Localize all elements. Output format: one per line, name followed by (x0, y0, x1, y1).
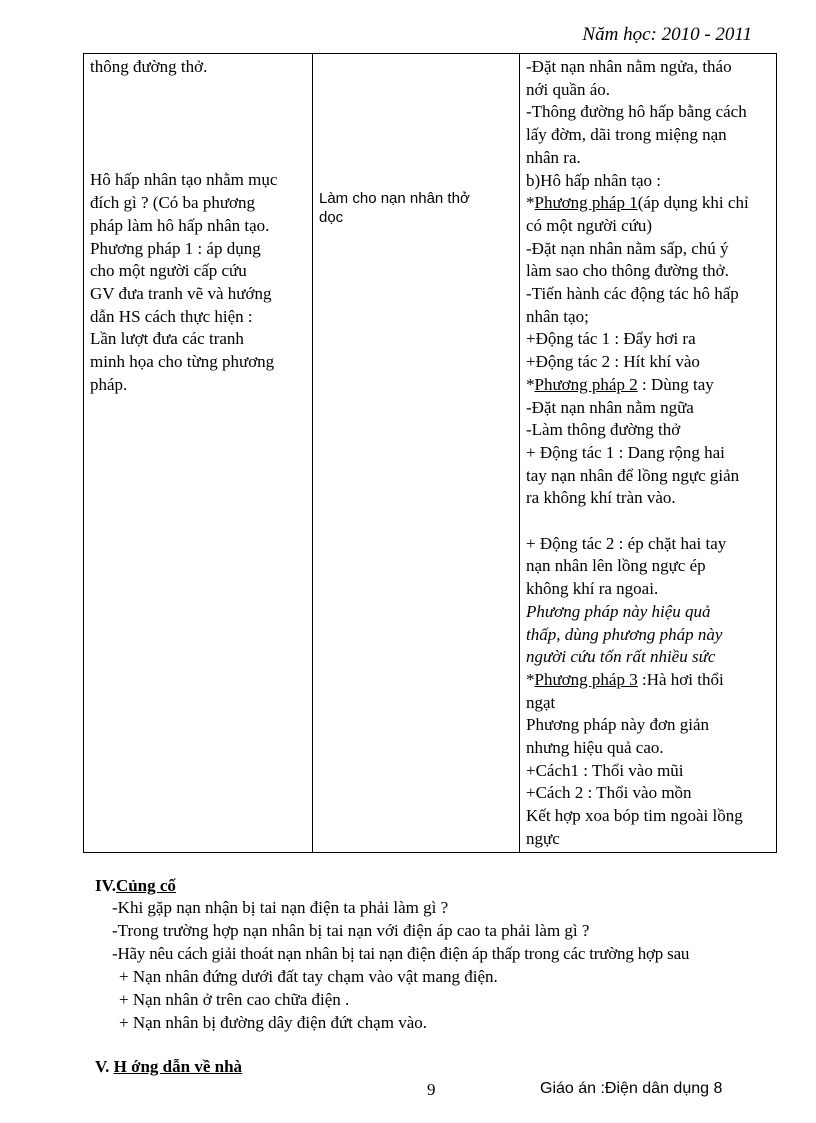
cell-line: -Đặt nạn nhân nằm sấp, chú ý (526, 238, 729, 258)
cell-line-italic: người cứu tốn rất nhiều sức (526, 647, 716, 667)
cell-line: -Tiến hành các động tác hô hấp (526, 284, 739, 304)
method-title: Phương pháp 3 (534, 669, 638, 689)
cell-line-italic: Phương pháp này hiệu quả (526, 601, 711, 621)
review-question: -Khi gặp nạn nhận bị tai nạn điện ta phải làm gì ? (112, 898, 449, 917)
cell-line: Kết hợp xoa bóp tim ngoài lồng (526, 806, 743, 826)
school-year: Năm học: 2010 - 2011 (582, 24, 752, 45)
cell-line: thông đường thở. (90, 57, 208, 76)
cell-line: dọc (319, 209, 344, 226)
cell-line: nhân ra. (526, 147, 581, 167)
cell-line: cho một người cấp cứu (90, 261, 247, 281)
case-item: + Nạn nhân ở trên cao chữa điện . (119, 990, 350, 1009)
cell-line: nạn nhân lên lồng ngực ép (526, 556, 706, 576)
method-title: Phương pháp 1 (534, 193, 638, 213)
method-title: Phương pháp 2 (534, 374, 638, 394)
cell-line: +Cách 2 : Thổi vào mồn (526, 783, 692, 803)
method-prefix: * (526, 669, 535, 689)
section-title: Củng cố (115, 876, 176, 895)
section-number: V. (95, 1057, 110, 1076)
cell-line: -Đặt nạn nhân nằm ngữa (526, 397, 694, 417)
cell-line: pháp làm hô hấp nhân tạo. (90, 215, 270, 235)
cell-line: -Làm thông đường thở (526, 420, 681, 440)
table-row (84, 54, 777, 853)
section-title: H ớng dẫn về nhà (113, 1057, 243, 1076)
method-note: (áp dụng khi chỉ (637, 193, 749, 213)
cell-line: +Động tác 2 : Hít khí vào (526, 352, 700, 372)
cell-line: Hô hấp nhân tạo nhằm mục (90, 170, 278, 190)
review-question: -Hãy nêu cách giải thoát nạn nhân bị tai nạn điện điện áp thấp trong các trường hợp sau (112, 944, 690, 963)
cell-line: Lần lượt đưa các tranh (90, 329, 244, 349)
section-5-heading (95, 1057, 242, 1077)
teacher-activity-cell (84, 54, 313, 853)
case-item: + Nạn nhân đứng dưới đất tay chạm vào vật mang điện. (119, 967, 498, 986)
cell-line: có một người cứu) (526, 215, 653, 235)
cell-line: dẫn HS cách thực hiện : (90, 306, 253, 326)
cell-line: ngạt (526, 692, 556, 712)
cell-line: -Đặt nạn nhân nằm ngửa, tháo (526, 57, 732, 76)
cell-line: pháp. (90, 374, 128, 394)
cell-line: minh họa cho từng phương (90, 352, 275, 372)
lesson-table (83, 53, 777, 853)
cell-line: nhân tạo; (526, 306, 589, 326)
section-4-heading (95, 876, 176, 896)
cell-line: Phương pháp 1 : áp dụng (90, 238, 261, 258)
footer-label: Giáo án :Điện dân dụng 8 (540, 1080, 723, 1097)
cell-line: + Động tác 2 : ép chặt hai tay (526, 533, 727, 553)
method-note: :Hà hơi thổi (637, 669, 724, 689)
cell-line: đích gì ? (Có ba phương (90, 193, 256, 213)
cell-line: ra không khí tràn vào. (526, 488, 676, 508)
cell-line: +Cách1 : Thổi vào mũi (526, 760, 684, 780)
case-item: + Nạn nhân bị đường dây điện đứt chạm vào. (119, 1013, 427, 1032)
cell-line: nới quần áo. (526, 79, 611, 99)
cell-line: ngực (526, 828, 560, 848)
method-prefix: * (526, 193, 535, 213)
cell-line: lấy đờm, dãi trong miệng nạn (526, 125, 727, 145)
cell-line: b)Hô hấp nhân tạo : (526, 170, 662, 190)
method-note: : Dùng tay (637, 374, 714, 394)
cell-line: tay nạn nhân để lồng ngực giản (526, 465, 740, 485)
cell-line-italic: thấp, dùng phương pháp này (526, 624, 723, 644)
cell-line: + Động tác 1 : Dang rộng hai (526, 442, 725, 462)
method-prefix: * (526, 374, 535, 394)
cell-line: +Động tác 1 : Đẩy hơi ra (526, 329, 696, 349)
review-question: -Trong trường hợp nạn nhân bị tai nạn với điện áp cao ta phải làm gì ? (112, 921, 590, 940)
student-activity-cell (313, 54, 520, 853)
cell-line: không khí ra ngoai. (526, 579, 659, 599)
cell-line: Làm cho nạn nhân thở (319, 190, 470, 207)
cell-line: -Thông đường hô hấp bằng cách (526, 102, 747, 122)
content-cell (520, 54, 777, 853)
section-number: IV. (95, 876, 116, 895)
page-number: 9 (427, 1080, 436, 1099)
method-heading (526, 374, 770, 397)
cell-line: Phương pháp này đơn giản (526, 715, 710, 735)
method-heading (526, 669, 770, 692)
cell-line: GV đưa tranh vẽ và hướng (90, 283, 272, 303)
method-heading (526, 192, 770, 215)
cell-line: nhưng hiệu quả cao. (526, 738, 664, 758)
cell-line: làm sao cho thông đường thở. (526, 261, 729, 281)
